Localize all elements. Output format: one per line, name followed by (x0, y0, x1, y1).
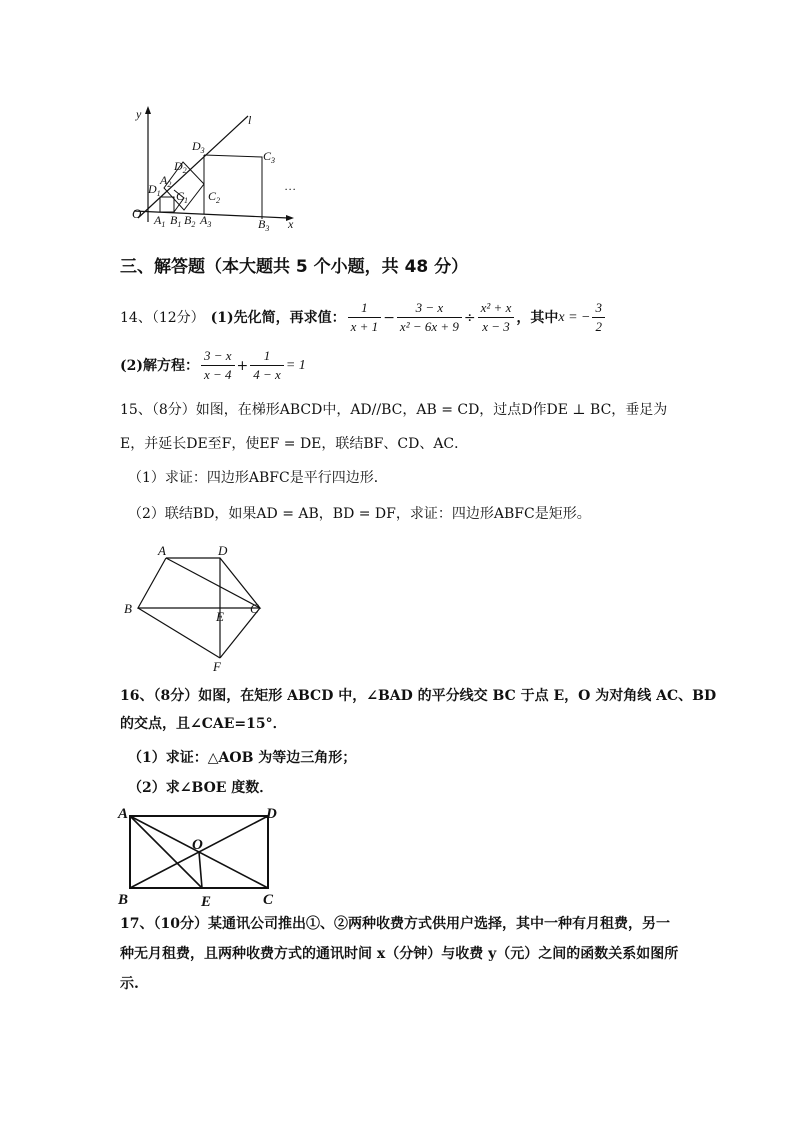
section-3-heading: 三、解答题（本大题共 5 个小题，共 48 分） (120, 257, 469, 277)
q14-minus: − (383, 309, 395, 326)
fig13-label-C3: $C_3$ (263, 149, 276, 165)
fig13-label-B1: $B_1$ (170, 213, 182, 229)
q15-sub-1: （1）求证：四边形ABFC是平行四边形． (128, 470, 388, 486)
fig16-label-D: D (266, 806, 277, 822)
fig13-x-label: x (288, 217, 294, 231)
q14-part2 (120, 348, 306, 383)
q16-sub-1: （1）求证：△AOB 为等边三角形； (128, 750, 357, 766)
fig15-label-E: E (216, 609, 224, 624)
q14-eq-fraction-1: $\frac{3 - x}{x - 4}$ (201, 348, 235, 383)
q14-equals-one: = 1 (285, 357, 306, 373)
fig13-label-D1: $D_1$ (148, 182, 161, 198)
q15-line-1: 15、（8分）如图，在梯形ABCD中，AD//BC，AB = CD，过点D作DE ⊥ BC，垂足为 (120, 402, 668, 418)
q17-line-1: 17、（10分）某通讯公司推出①、②两种收费方式供用户选择，其中一种有月租费，另一 (120, 916, 670, 932)
q14-divide: ÷ (463, 309, 476, 326)
q17-line-3: 示. (120, 976, 139, 992)
q16-sub-2: （2）求∠BOE 度数． (128, 780, 274, 796)
q14-number: 14、（12分） (120, 309, 205, 326)
fig16-label-E: E (201, 894, 212, 910)
figure-q15 (120, 540, 270, 675)
figure-q16 (116, 800, 296, 912)
fig13-label-B2: $B_2$ (184, 213, 196, 229)
fig13-line-l: l (248, 113, 252, 127)
q14-part1-label: (1)先化简，再求值： (210, 309, 346, 326)
fig13-label-A2: $A_2$ (160, 173, 172, 189)
fig13-label-C2: $C_2$ (208, 189, 221, 205)
fig13-y-label: y (136, 107, 142, 121)
q14-fraction-2: $\frac{3 - x}{\text{x² − 6x + 9}}$ (397, 300, 462, 335)
fig16-label-O: O (192, 837, 203, 853)
fig13-label-D3: $D_3$ (192, 139, 205, 155)
q16-line-2: 的交点，且∠CAE=15°． (120, 716, 287, 732)
fig15-label-C: C (250, 601, 259, 616)
fig13-label-A3: $A_3$ (200, 213, 212, 229)
fig15-label-A: A (158, 543, 166, 558)
fig13-label-C1: $C_1$ (176, 189, 189, 205)
q14-fraction-1: $\frac{1}{x + 1}$ (348, 300, 382, 335)
q14-fraction-3: $\frac{\text{x² + x}}{x - 3}$ (478, 300, 515, 335)
q14-where: ，其中 (516, 309, 559, 326)
q14-plus: + (236, 357, 249, 374)
fig13-ellipsis: … (285, 179, 296, 193)
fig13-label-B3: $B_3$ (258, 217, 270, 233)
q14-part1 (120, 300, 607, 335)
q15-line-2: E，并延长DE至F，使EF = DE，联结BF、CD、AC． (120, 436, 469, 452)
q17-line-2: 种无月租费，且两种收费方式的通讯时间 x（分钟）与收费 y（元）之间的函数关系如图所 (120, 946, 679, 962)
q14-part2-label: (2)解方程： (120, 357, 199, 374)
q14-eq-fraction-2: $\frac{1}{4 - x}$ (250, 348, 284, 383)
q14-x-equals: x = − (558, 309, 591, 325)
fig16-label-C: C (263, 892, 274, 908)
fig16-label-A: A (118, 806, 129, 822)
q16-line-1: 16、（8分）如图，在矩形 ABCD 中，∠BAD 的平分线交 BC 于点 E，O 为对角线 AC、BD (120, 688, 717, 704)
fig13-label-D2: $D_2$ (174, 159, 187, 175)
fig13-origin: O (132, 206, 142, 221)
fig15-label-B: B (124, 601, 132, 616)
fig15-label-F: F (213, 659, 221, 674)
fig15-label-D: D (218, 543, 228, 558)
q15-sub-2: （2）联结BD，如果AD = AB，BD = DF，求证：四边形ABFC是矩形。 (128, 506, 591, 522)
figure-q13 (120, 100, 320, 235)
fig16-label-B: B (118, 892, 129, 908)
fig13-label-A1: $A_1$ (154, 213, 166, 229)
q14-value-fraction: $\frac{3}{2}$ (592, 300, 605, 335)
